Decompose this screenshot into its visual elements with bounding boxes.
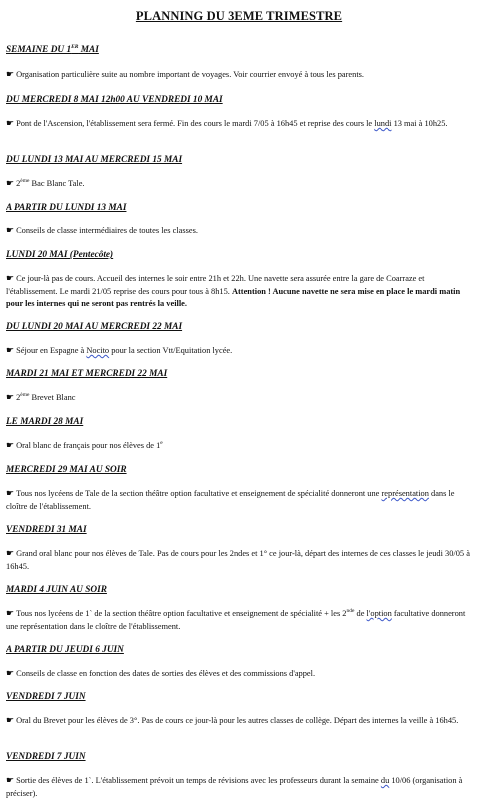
pointing-hand-icon: ☛ (6, 715, 15, 725)
section-text-sortie-1ere: ☛ Sortie des élèves de 1`. L'établissement prévoit un temps de révisions avec les professeurs durant la semaine du 10/06 (organisation à préciser). (6, 775, 463, 798)
section-text-theatre-tale: ☛ Tous nos lycéens de Tale de la section théâtre option facultative et enseignement de spécialité donneront une représentation dans le cloître de l'établissement. (6, 488, 455, 511)
section-heading-semaine-1er-mai: SEMAINE DU 1ER MAI (6, 43, 99, 55)
page-title: PLANNING DU 3EME TRIMESTRE (135, 9, 343, 23)
section-heading-20-mai-pentecote: LUNDI 20 MAI (Pentecôte) (6, 250, 114, 260)
pointing-hand-icon: ☛ (6, 118, 15, 128)
section-heading-13-mai-bac-blanc: DU LUNDI 13 MAI AU MERCREDI 15 MAI (6, 155, 183, 165)
pointing-hand-icon: ☛ (6, 548, 15, 558)
pointing-hand-icon: ☛ (6, 69, 15, 79)
section-text-pentecote: ☛ Ce jour-là pas de cours. Accueil des internes le soir entre 21h et 22h. Une navette sera assurée entre la gare de Coarraze et l'établissement. Le mardi 21/05 reprise des cours pour tous à 8h15. Attention ! Aucune navette ne sera mise en place le mardi matin pour les internes qui ne seront pas rentrés la veille. (6, 273, 461, 309)
section-text-semaine-1er-mai: ☛ Organisation particulière suite au nombre important de voyages. Voir courrier envoyé à tous les parents. (6, 69, 365, 79)
section-text-conseils-classe: ☛ Conseils de classe en fonction des dates de sorties des élèves et des commissions d'appel. (6, 668, 316, 678)
section-text-brevet-blanc: ☛ 2ème Brevet Blanc (6, 392, 76, 402)
section-heading-4-juin: MARDI 4 JUIN AU SOIR (6, 585, 107, 595)
pointing-hand-icon: ☛ (6, 488, 15, 498)
section-heading-7-juin-brevet: VENDREDI 7 JUIN (6, 692, 86, 702)
section-text-sejour-espagne: ☛ Séjour en Espagne à Nocito pour la section Vtt/Equitation lycée. (6, 345, 233, 355)
pointing-hand-icon: ☛ (6, 345, 15, 355)
section-text-8-mai: ☛ Pont de l'Ascension, l'établissement sera fermé. Fin des cours le mardi 7/05 à 16h45 et reprise des cours le lundi 13 mai à 10h25. (6, 118, 448, 128)
pointing-hand-icon: ☛ (6, 225, 15, 235)
pointing-hand-icon: ☛ (6, 178, 15, 188)
pointing-hand-icon: ☛ (6, 775, 15, 785)
section-text-bac-blanc: ☛ 2ème Bac Blanc Tale. (6, 178, 85, 188)
pointing-hand-icon: ☛ (6, 392, 15, 402)
section-heading-8-mai: DU MERCREDI 8 MAI 12h00 AU VENDREDI 10 MAI (6, 95, 223, 105)
pointing-hand-icon: ☛ (6, 273, 15, 283)
section-heading-28-mai: LE MARDI 28 MAI (6, 417, 84, 427)
section-heading-31-mai: VENDREDI 31 MAI (6, 525, 87, 535)
section-heading-21-22-mai: MARDI 21 MAI ET MERCREDI 22 MAI (6, 369, 168, 379)
section-text-oral-brevet: ☛ Oral du Brevet pour les élèves de 3°. Pas de cours ce jour-là pour les autres classes de collège. Départ des internes la veille à 16h45. (6, 715, 459, 725)
section-heading-20-22-mai: DU LUNDI 20 MAI AU MERCREDI 22 MAI (6, 322, 183, 332)
section-heading-29-mai: MERCREDI 29 MAI AU SOIR (6, 465, 127, 475)
pointing-hand-icon: ☛ (6, 608, 15, 618)
section-heading-7-juin-sortie: VENDREDI 7 JUIN (6, 752, 86, 762)
section-heading-a-partir-13-mai: A PARTIR DU LUNDI 13 MAI (6, 203, 127, 213)
section-text-grand-oral: ☛ Grand oral blanc pour nos élèves de Tale. Pas de cours pour les 2ndes et 1° ce jour-là, départ des internes de ces classes le jeudi 30/05 à 16h45. (6, 548, 470, 571)
section-text-oral-francais: ☛ Oral blanc de français pour nos élèves de 1e (6, 440, 163, 450)
section-text-conseils-intermediaires: ☛ Conseils de classe intermédiaires de toutes les classes. (6, 225, 198, 235)
section-text-theatre-1ere: ☛ Tous nos lycéens de 1` de la section théâtre option facultative et enseignement de spécialité + les 2nde de l'option facultative donneront une représentation dans le cloître de l'établissement. (6, 608, 466, 631)
document-page (6, 0, 472, 800)
pointing-hand-icon: ☛ (6, 440, 15, 450)
section-heading-6-juin: A PARTIR DU JEUDI 6 JUIN (6, 645, 124, 655)
pointing-hand-icon: ☛ (6, 668, 15, 678)
